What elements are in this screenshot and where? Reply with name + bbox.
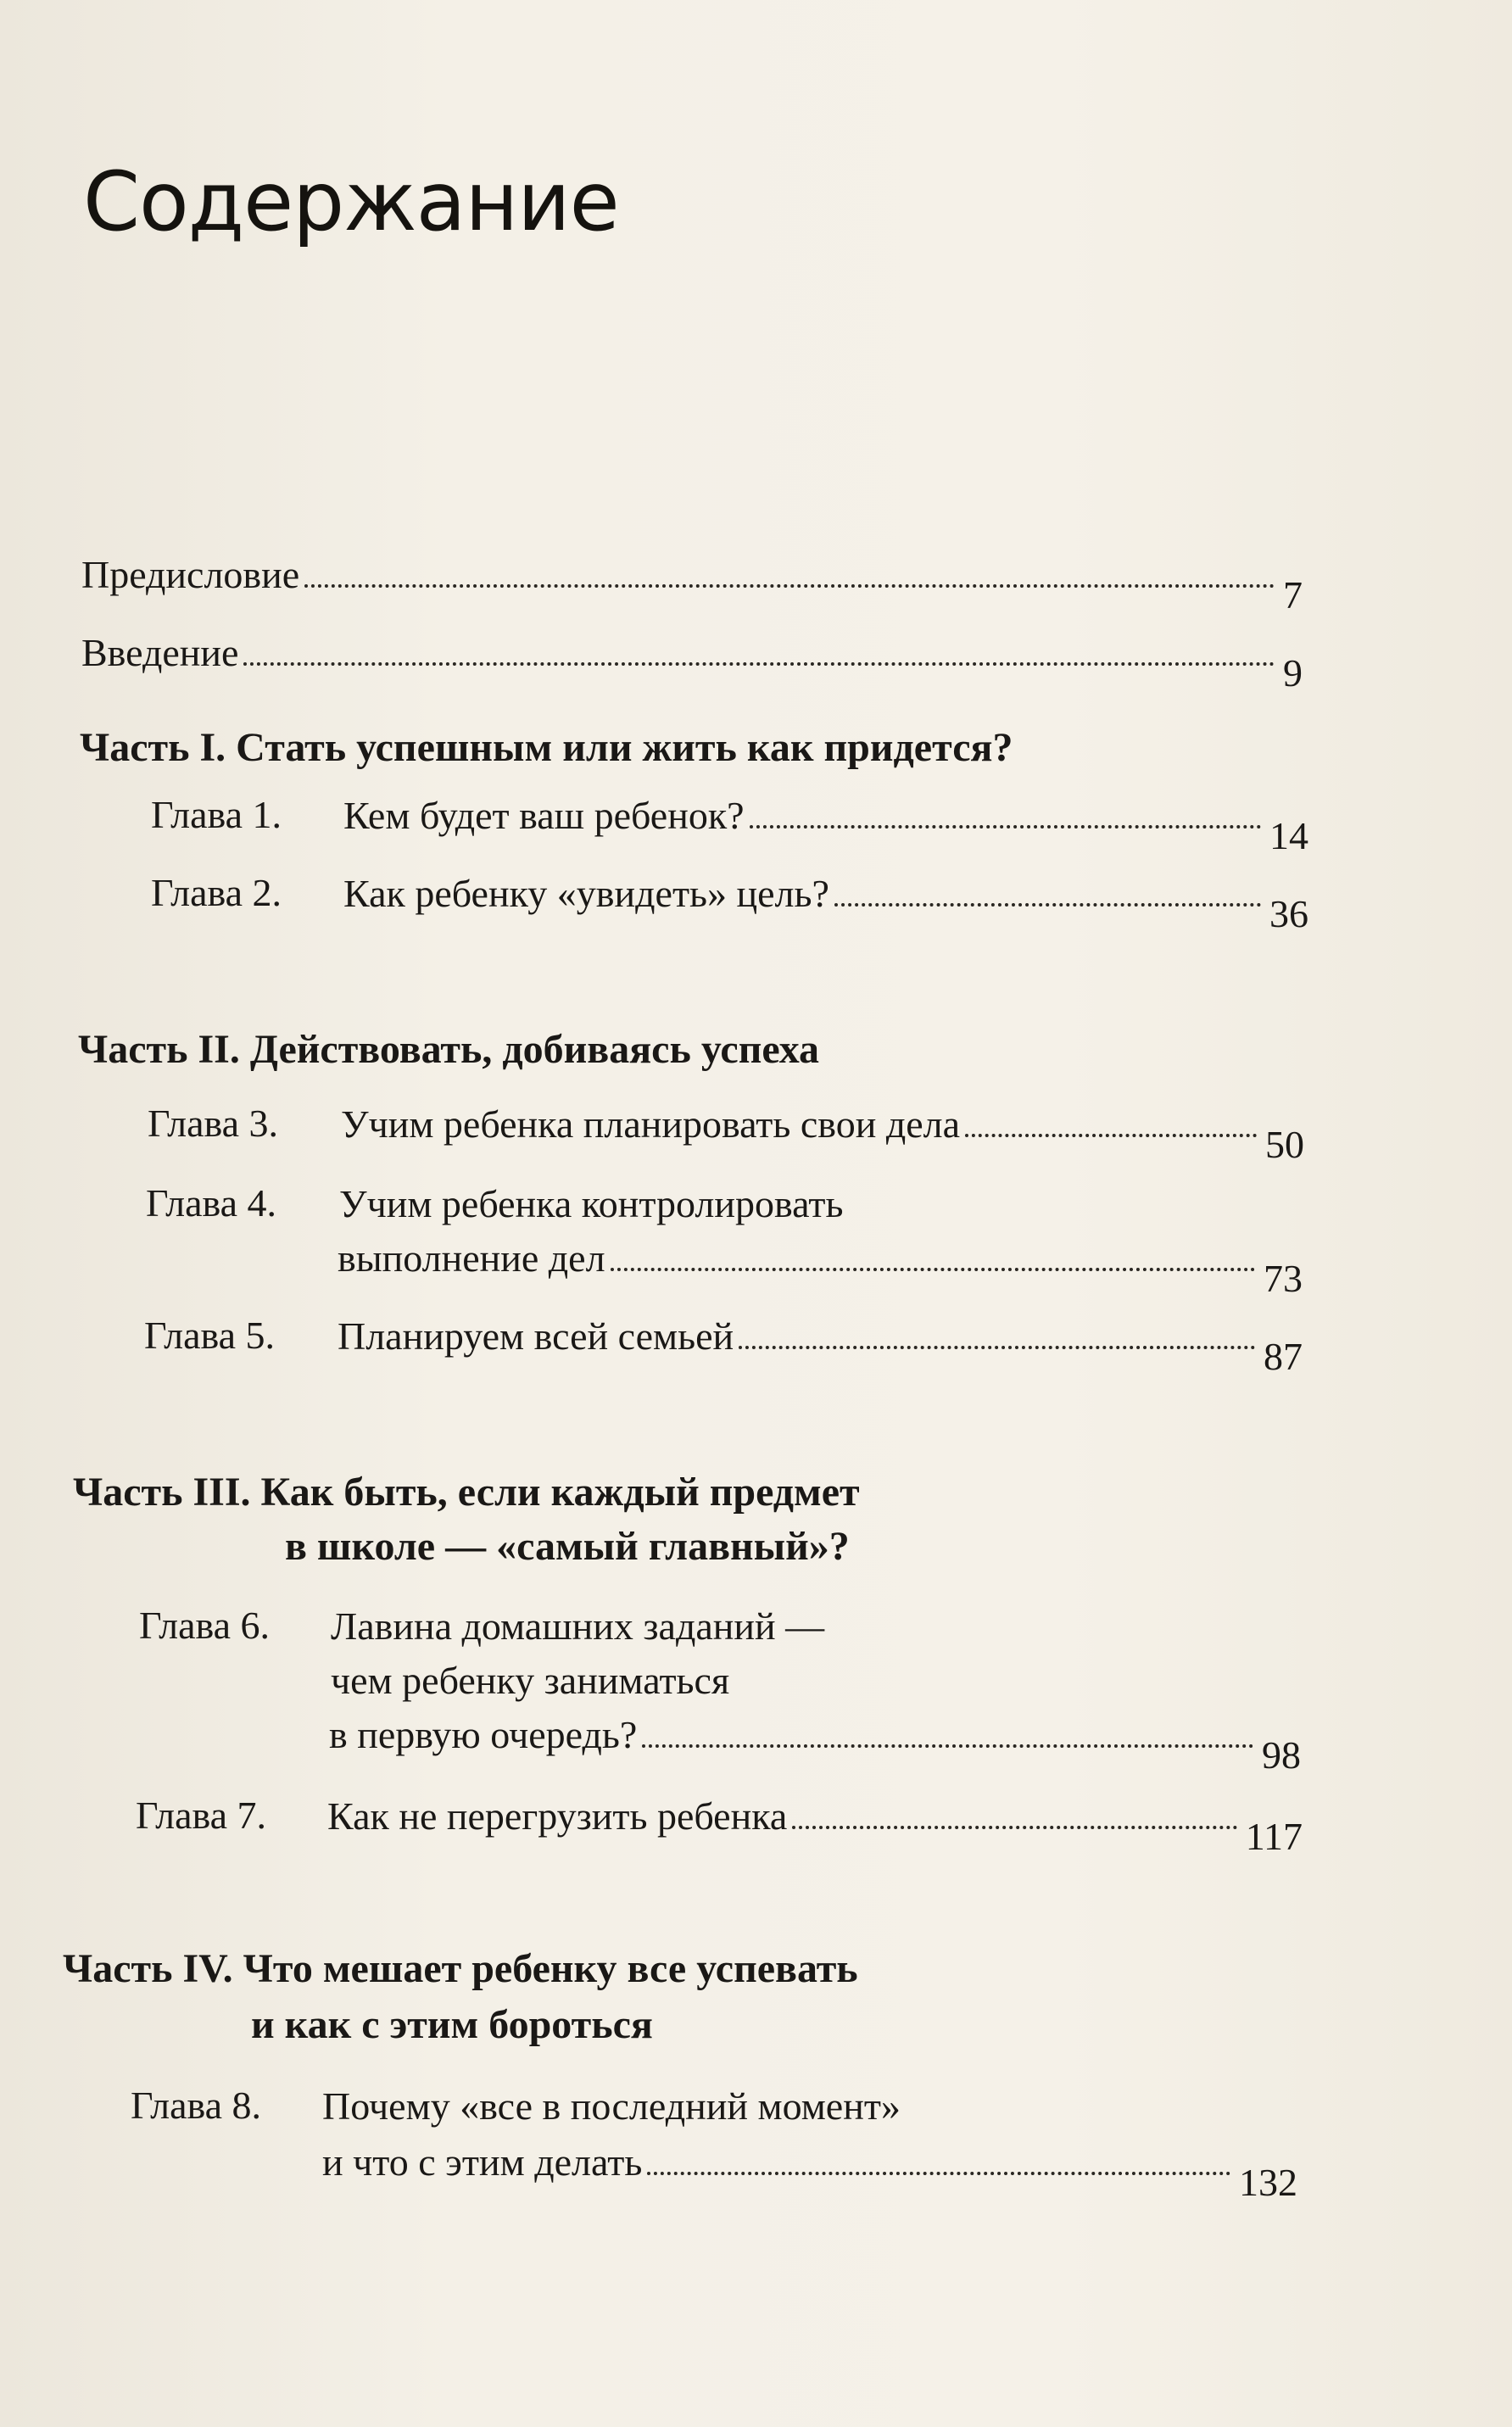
toc-entry-chapter-1[interactable]: [343, 792, 1308, 857]
entry-label: Учим ребенка планировать свои дела: [341, 1102, 961, 1146]
part-heading-2: Часть II. Действовать, добиваясь успеха: [78, 1027, 820, 1072]
toc-entry-intro[interactable]: [81, 629, 1303, 695]
leader-dots: [965, 1134, 1257, 1137]
leader-dots: [739, 1346, 1255, 1349]
chapter-number: Глава 5.: [144, 1314, 276, 1357]
toc-entry-chapter-4[interactable]: [338, 1235, 1303, 1300]
leader-dots: [834, 903, 1261, 907]
leader-dots: [304, 584, 1275, 588]
leader-dots: [792, 1826, 1236, 1829]
part-heading-4-line2: и как с этим бороться: [251, 2002, 653, 2047]
leader-dots: [750, 825, 1261, 829]
entry-label: и что с этим делать: [322, 2140, 643, 2184]
part-heading-1: Часть I. Стать успешным или жить как придется?: [80, 725, 1013, 770]
entry-label: Введение: [81, 631, 239, 674]
chapter-number: Глава 4.: [146, 1181, 277, 1225]
chapter-title-line: Учим ребенка контролировать: [339, 1182, 844, 1225]
leader-dots: [647, 2172, 1230, 2175]
toc-entry-chapter-2[interactable]: [343, 870, 1308, 935]
entry-label: Кем будет ваш ребенок?: [343, 794, 745, 837]
entry-label: Предисловие: [81, 553, 300, 596]
page-number: 7: [1283, 573, 1303, 617]
page-number: 117: [1245, 1815, 1303, 1858]
chapter-number: Глава 8.: [131, 2084, 262, 2127]
entry-label: Планируем всей семьей: [338, 1314, 734, 1358]
chapter-title-line: Лавина домашних заданий —: [331, 1604, 825, 1648]
toc-entry-preface[interactable]: [81, 551, 1303, 617]
chapter-number: Глава 7.: [136, 1794, 267, 1837]
leader-dots: [611, 1268, 1255, 1271]
toc-entry-chapter-8[interactable]: [322, 2139, 1297, 2204]
chapter-number: Глава 2.: [151, 871, 282, 914]
page-number: 14: [1269, 814, 1308, 857]
page-number: 36: [1269, 892, 1308, 935]
leader-dots: [243, 662, 1275, 666]
toc-entry-chapter-7[interactable]: [327, 1793, 1303, 1858]
page-title: Содержание: [83, 154, 619, 249]
part-heading-3-line2: в школе — «самый главный»?: [285, 1524, 850, 1569]
page-number: 132: [1239, 2161, 1297, 2204]
entry-label: выполнение дел: [338, 1236, 605, 1280]
chapter-title-line: Почему «все в последний момент»: [322, 2084, 901, 2128]
toc-entry-chapter-3[interactable]: [341, 1101, 1304, 1166]
page-number: 73: [1264, 1257, 1303, 1300]
page-number: 9: [1283, 651, 1303, 695]
page-number: 98: [1262, 1733, 1301, 1777]
toc-entry-chapter-6[interactable]: [329, 1711, 1301, 1777]
chapter-number: Глава 3.: [148, 1102, 279, 1145]
entry-label: в первую очередь?: [329, 1713, 638, 1756]
entry-label: Как ребенку «увидеть» цель?: [343, 872, 829, 915]
page-number: 87: [1264, 1335, 1303, 1378]
part-heading-3: Часть III. Как быть, если каждый предмет: [73, 1470, 860, 1515]
toc-entry-chapter-5[interactable]: [338, 1313, 1303, 1378]
part-heading-4: Часть IV. Что мешает ребенку все успевать: [63, 1946, 858, 1991]
chapter-title-line: чем ребенку заниматься: [331, 1659, 730, 1702]
chapter-number: Глава 1.: [151, 793, 282, 836]
chapter-number: Глава 6.: [139, 1604, 271, 1647]
entry-label: Как не перегрузить ребенка: [327, 1794, 788, 1838]
leader-dots: [642, 1744, 1253, 1748]
page-number: 50: [1265, 1123, 1304, 1166]
